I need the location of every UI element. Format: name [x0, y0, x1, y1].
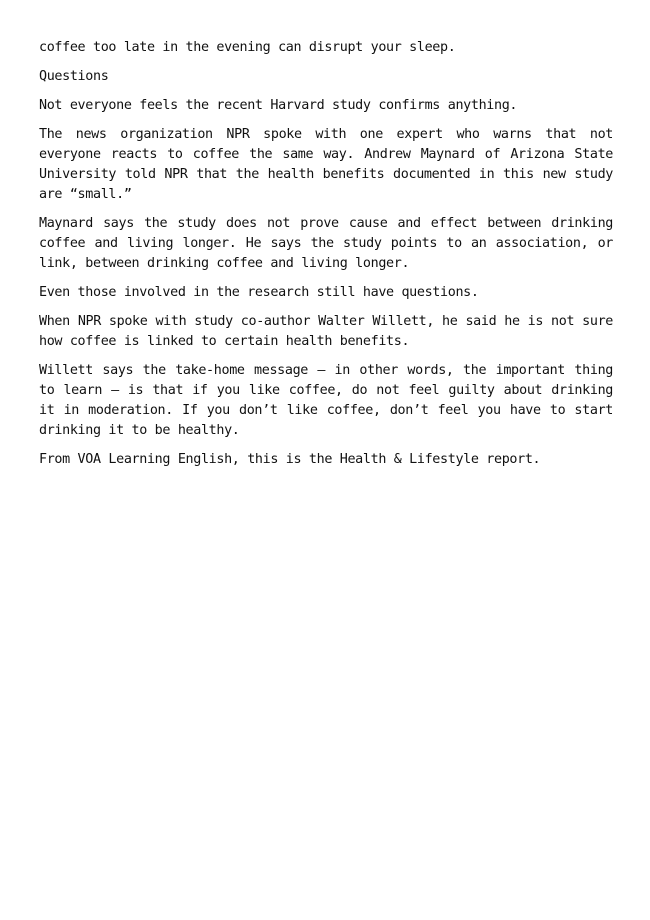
document-page [39, 38, 613, 479]
section-heading-questions: Questions [39, 69, 109, 84]
paragraph-research-questions: Even those involved in the research still have questions. [39, 285, 479, 300]
paragraph-study-doubt: Not everyone feels the recent Harvard study confirms anything. [39, 98, 518, 113]
paragraph-sleep-continuation: coffee too late in the evening can disrupt your sleep. [39, 40, 456, 55]
paragraph-maynard-causation: Maynard says the study does not prove cause and effect between drinking coffee and living longer. He says the study points to an association, or link, between drinking coffee and living longer. [39, 216, 613, 271]
paragraph-take-home-message: Willett says the take-home message – in other words, the important thing to learn – is that if you like coffee, do not feel guilty about drinking it in moderation. If you don’t like coffee, don’t feel you have to start drinking it to be healthy. [39, 363, 613, 438]
paragraph-npr-expert: The news organization NPR spoke with one expert who warns that not everyone reacts to coffee the same way. Andrew Maynard of Arizona State University told NPR that the health benefits documented in this new study are “small.” [39, 127, 613, 202]
paragraph-willett-interview: When NPR spoke with study co-author Walter Willett, he said he is not sure how coffee is linked to certain health benefits. [39, 314, 613, 349]
paragraph-closing-credit: From VOA Learning English, this is the Health & Lifestyle report. [39, 452, 541, 467]
